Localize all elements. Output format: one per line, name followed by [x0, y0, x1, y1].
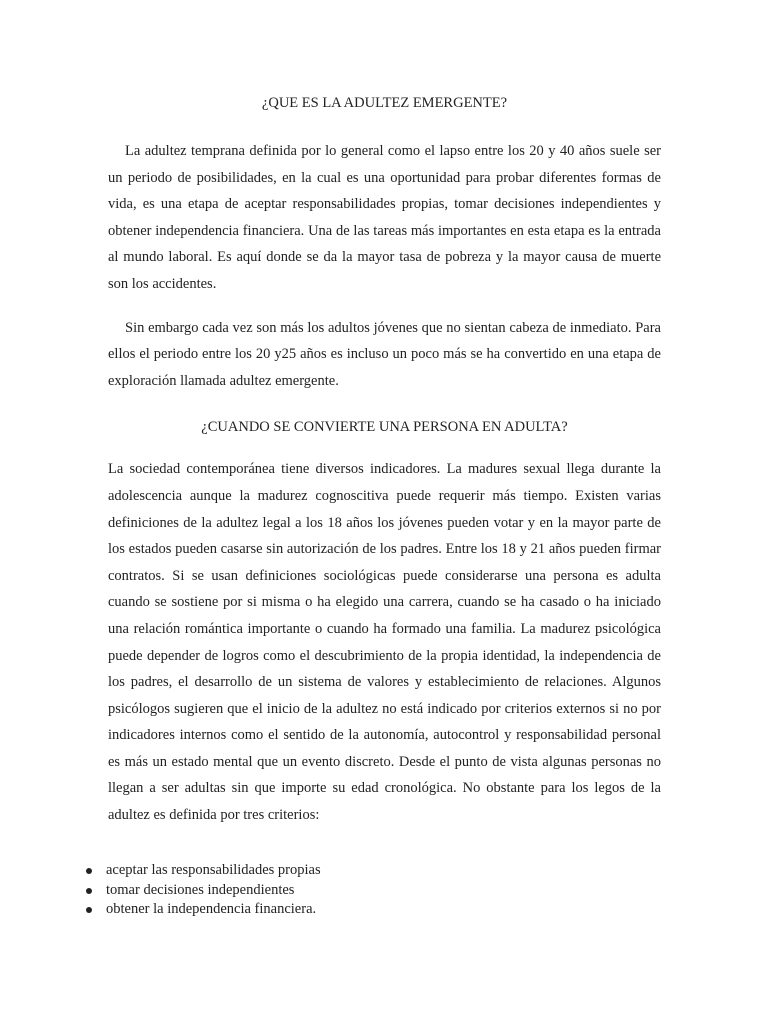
list-item — [82, 900, 682, 920]
list-item — [82, 881, 682, 901]
list-item-text: obtener la independencia financiera. — [106, 901, 317, 917]
heading-adultez-emergente: ¿QUE ES LA ADULTEZ EMERGENTE? — [261, 95, 508, 111]
paragraph-adultez-temprana: La adultez temprana definida por lo general como el lapso entre los 20 y 40 años suele ser un periodo de posibilidades, en la cual es una oportunidad para probar diferentes formas de vida, es una etapa de aceptar responsabilidades propias, tomar decisiones independientes y obtener independencia financiera. Una de las tareas más importantes en esta etapa es la entrada al mundo laboral. Es aquí donde se da la mayor tasa de pobreza y la mayor causa de muerte son los accidentes. — [108, 143, 661, 292]
document-body — [108, 90, 661, 829]
bullet-icon — [86, 868, 92, 874]
paragraph-indicadores: La sociedad contemporánea tiene diversos indicadores. La madures sexual llega durante la adolescencia aunque la madurez cognoscitiva puede requerir más tiempo. Existen varias definiciones de la adultez legal a los 18 años los jóvenes pueden votar y en la mayor parte de los estados pueden casarse sin autorización de los padres. Entre los 18 y 21 años pueden firmar contratos. Si se usan definiciones sociológicas puede considerarse una persona es adulta cuando se sostiene por si misma o ha elegido una carrera, cuando se ha casado o ha iniciado una relación romántica importante o cuando ha formado una familia. La madurez psicológica puede depender de logros como el descubrimiento de la propia identidad, la independencia de los padres, el desarrollo de un sistema de valores y establecimiento de relaciones. Algunos psicólogos sugieren que el inicio de la adultez no está indicado por criterios externos si no por indicadores internos como el sentido de la autonomía, autocontrol y responsabilidad personal es más un estado mental que un evento discreto. Desde el punto de vista algunas personas no llegan a ser adultas sin que importe su edad cronológica. No obstante para los legos de la adultez es definida por tres criterios: — [108, 461, 661, 824]
list-item-text: aceptar las responsabilidades propias — [106, 862, 321, 878]
list-item — [82, 861, 682, 881]
bullet-icon — [86, 888, 92, 894]
heading-cuando-adulta: ¿CUANDO SE CONVIERTE UNA PERSONA EN ADULTA? — [201, 419, 568, 436]
criteria-list — [82, 861, 682, 920]
list-item-text: tomar decisiones independientes — [106, 881, 295, 898]
paragraph-adultos-jovenes: Sin embargo cada vez son más los adultos jóvenes que no sientan cabeza de inmediato. Para ellos el periodo entre los 20 y25 años es incluso un poco más se ha convertido en una etapa de exploración llamada adultez emergente. — [108, 319, 661, 389]
bullet-icon — [86, 907, 92, 913]
